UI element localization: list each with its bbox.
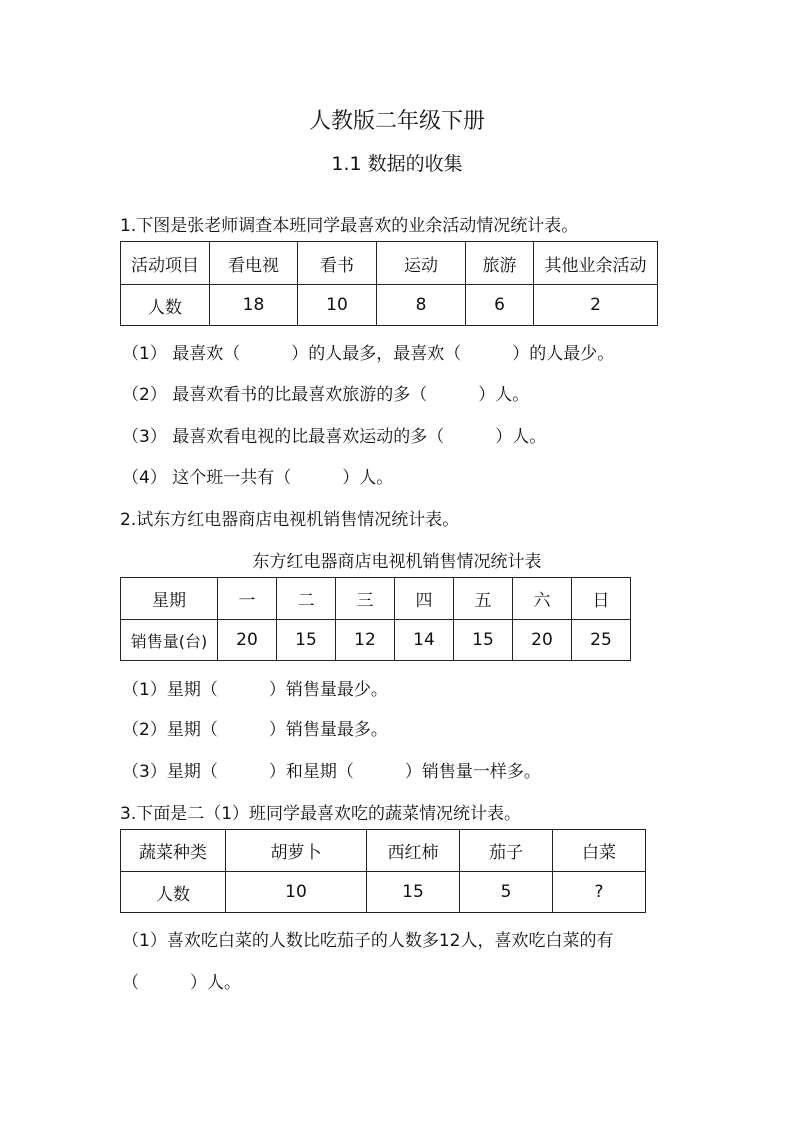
table-header-cell: 蔬菜种类: [121, 830, 226, 872]
table-cell: 10: [298, 285, 377, 326]
table-cell: 10: [226, 872, 367, 913]
table-cell: 6: [466, 285, 534, 326]
table-cell: 销售量(台): [121, 620, 218, 661]
table-header-cell: 一: [218, 578, 277, 620]
table-header-cell: 运动: [377, 242, 466, 285]
page-title: 人教版二年级下册: [308, 109, 485, 134]
question-1-item-3: （3） 最喜欢看电视的比最喜欢运动的多（ ）人。: [122, 427, 547, 447]
table-cell: 人数: [121, 285, 210, 326]
question-1-item-1: （1） 最喜欢（ ）的人最多，最喜欢（ ）的人最少。: [122, 344, 615, 364]
table-header-cell: 四: [395, 578, 454, 620]
question-3-item-1: （1）喜欢吃白菜的人数比吃茄子的人数多12人，喜欢吃白菜的有: [122, 931, 614, 951]
table-cell: 18: [210, 285, 298, 326]
table-cell: 人数: [121, 872, 226, 913]
table-header-cell: 看电视: [210, 242, 298, 285]
table-row: [121, 285, 658, 326]
table-cell: 20: [218, 620, 277, 661]
table-header-cell: 西红柿: [367, 830, 460, 872]
table-row: [121, 620, 631, 661]
table-header-row: [121, 578, 631, 620]
table-header-row: [121, 830, 646, 872]
table-header-cell: 五: [454, 578, 513, 620]
table-cell: 15: [277, 620, 336, 661]
table-cell: 20: [513, 620, 572, 661]
question-1-item-2: （2） 最喜欢看书的比最喜欢旅游的多（ ）人。: [122, 385, 530, 405]
table-header-cell: 旅游: [466, 242, 534, 285]
table-cell: 15: [454, 620, 513, 661]
table-cell: ?: [553, 872, 646, 913]
table-header-cell: 二: [277, 578, 336, 620]
table-header-cell: 看书: [298, 242, 377, 285]
table-header-cell: 六: [513, 578, 572, 620]
question-3-prompt: 3.下面是二（1）班同学最喜欢吃的蔬菜情况统计表。: [120, 804, 522, 824]
table-header-cell: 星期: [121, 578, 218, 620]
table-cell: 25: [572, 620, 631, 661]
question-1-prompt: 1.下图是张老师调查本班同学最喜欢的业余活动情况统计表。: [120, 216, 579, 236]
question-2-prompt: 2.试东方红电器商店电视机销售情况统计表。: [120, 510, 460, 530]
table-header-cell: 活动项目: [121, 242, 210, 285]
table-cell: 8: [377, 285, 466, 326]
table-cell: 5: [460, 872, 553, 913]
table-header-cell: 其他业余活动: [534, 242, 658, 285]
activity-table: [120, 241, 658, 326]
question-2-item-3: （3）星期（ ）和星期（ ）销售量一样多。: [122, 762, 541, 782]
table-header-cell: 日: [572, 578, 631, 620]
table-cell: 12: [336, 620, 395, 661]
table-header-cell: 白菜: [553, 830, 646, 872]
table-cell: 2: [534, 285, 658, 326]
table-caption: 东方红电器商店电视机销售情况统计表: [252, 552, 542, 572]
question-3-item-1-continued: （ ）人。: [122, 973, 241, 993]
table-header-row: [121, 242, 658, 285]
page-subtitle: 1.1 数据的收集: [331, 153, 463, 175]
table-header-cell: 三: [336, 578, 395, 620]
question-1-item-4: （4） 这个班一共有（ ）人。: [122, 468, 394, 488]
table-header-cell: 胡萝卜: [226, 830, 367, 872]
vegetable-table: [120, 829, 646, 913]
tv-sales-table: [120, 577, 631, 661]
table-header-cell: 茄子: [460, 830, 553, 872]
table-row: [121, 872, 646, 913]
table-cell: 14: [395, 620, 454, 661]
question-2-item-2: （2）星期（ ）销售量最多。: [122, 720, 388, 740]
table-cell: 15: [367, 872, 460, 913]
question-2-item-1: （1）星期（ ）销售量最少。: [122, 680, 388, 700]
